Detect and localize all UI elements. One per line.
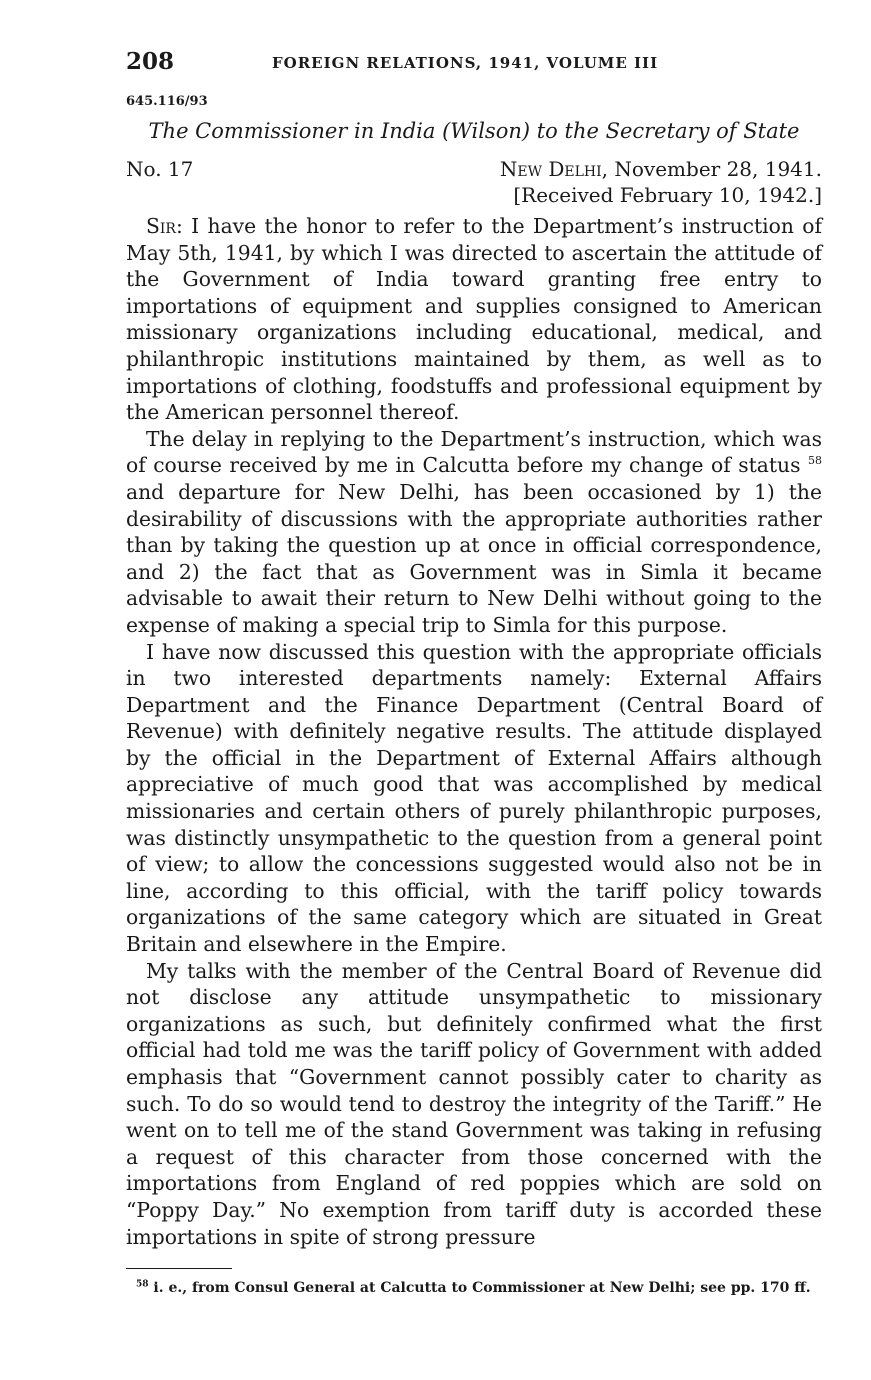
place-and-date <box>500 157 822 181</box>
paragraph-2-text-before: The delay in replying to the Department’s instruction, which was of course received by me in Calcutta before my change of status <box>126 426 822 478</box>
paragraph-2-text-after: and departure for New Delhi, has been occasioned by 1) the desirability of discussions with the appropriate authorities rather than by taking the question up at once in official correspondence, and 2) the fact that as Government was in Simla it became advisable to await their return to New Delhi without going to the expense of making a special trip to Simla for this purpose. <box>126 479 822 637</box>
paragraph-1-text: : I have the honor to refer to the Department’s instruction of May 5th, 1941, by which I was directed to ascertain the attitude of the Government of India toward granting free entry to importations of equipment and supplies consigned to American missionary organizations including educational, medical, and philanthropic institutions maintained by them, as well as to importations of clothing, foodstuffs and professional equipment by the American personnel thereof. <box>126 214 822 425</box>
file-number: 645.116/93 <box>126 94 208 109</box>
footnote-text: i. e., from Consul General at Calcutta to Commissioner at New Delhi; see pp. 170 ff. <box>148 1280 811 1297</box>
running-head: FOREIGN RELATIONS, 1941, VOLUME III <box>272 54 659 72</box>
paragraph-4: My talks with the member of the Central Board of Revenue did not disclose any attitude unsympathetic to missionary organizations as such, but definitely confirmed what the first official had told me was the tariff policy of Government with added emphasis that “Government cannot possibly cater to charity as such. To do so would tend to destroy the integrity of the Tariff.” He went on to tell me of the stand Government was taking in refusing a request of this character from those concerned with the importations from England of red poppies which are sold on “Poppy Day.” No exemption from tariff duty is accorded these importations in spite of strong pressure <box>126 958 822 1249</box>
document-title: The Commissioner in India (Wilson) to the Secretary of State <box>148 119 800 143</box>
footnote-reference[interactable]: 58 <box>808 454 822 468</box>
footnote <box>126 1279 822 1297</box>
page-number: 208 <box>126 48 175 75</box>
date: , November 28, 1941. <box>601 157 822 181</box>
paragraph-3: I have now discussed this question with the appropriate officials in two interested departments namely: External Affairs Department and the Finance Department (Central Board of Revenue) with definitely negative results. The attitude displayed by the official in the Department of External Affairs although appreciative of much good that was accomplished by medical missionaries and certain others of purely philanthropic purposes, was distinctly unsympathetic to the question from a general point of view; to allow the concessions suggested would also not be in line, according to this official, with the tariff policy towards organizations of the same category which are situated in Great Britain and elsewhere in the Empire. <box>126 639 822 957</box>
letter-body <box>126 213 822 1250</box>
paragraph-2 <box>126 426 822 639</box>
place-name: New Delhi <box>499 157 602 181</box>
footnote-marker: 58 <box>136 1279 149 1290</box>
dateline <box>126 157 822 211</box>
document-page <box>126 48 822 1297</box>
footnote-divider <box>126 1268 232 1269</box>
received-date: [Received February 10, 1942.] <box>513 183 822 207</box>
paragraph-1 <box>126 213 822 426</box>
page-header <box>126 48 822 84</box>
document-number: No. 17 <box>126 157 194 181</box>
salutation: Sir <box>146 214 176 238</box>
